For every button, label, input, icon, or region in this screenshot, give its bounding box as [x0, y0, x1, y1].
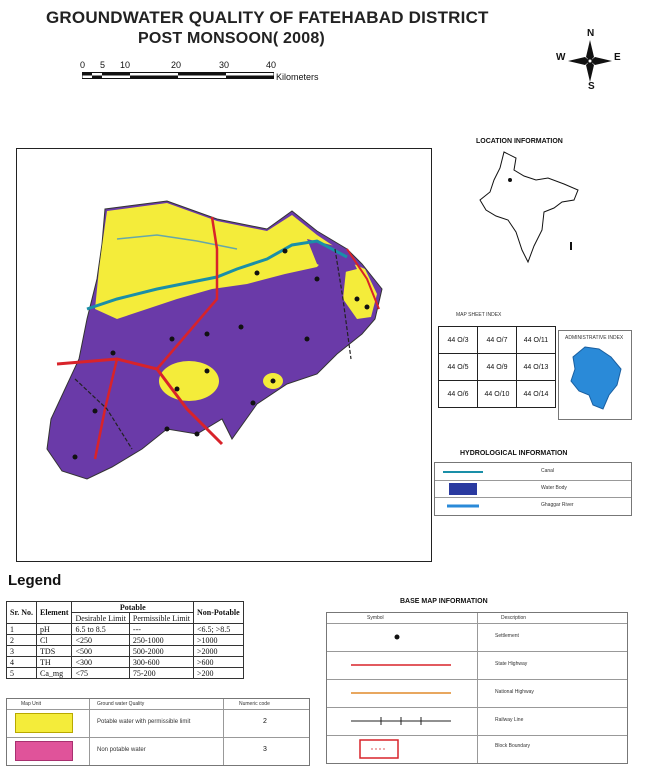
col-map-unit: Map Unit — [21, 701, 42, 707]
quality-label-potable: Potable water with permissible limit — [97, 719, 191, 725]
map-sheet-index — [438, 326, 556, 408]
col-symbol: Symbol — [367, 615, 384, 621]
scale-bar — [78, 60, 338, 84]
base-map-title: BASE MAP INFORMATION — [400, 598, 488, 605]
cell-permissible: 75-200 — [129, 668, 193, 679]
canal-symbol-icon — [443, 469, 483, 475]
cell-non-potable: >200 — [194, 668, 244, 679]
scale-tick-40: 40 — [266, 60, 277, 70]
base-desc-railway-line: Railway Line — [495, 717, 524, 723]
hydro-info-title: HYDROLOGICAL INFORMATION — [460, 450, 568, 457]
base-desc-settlement: Settlement — [495, 633, 519, 639]
sheet-cell: 44 O/13 — [517, 354, 556, 381]
scale-bar-graphic — [82, 72, 274, 80]
state-highway-line-icon — [351, 663, 451, 667]
scale-tick-30: 30 — [219, 60, 230, 70]
cell-permissible: 300-600 — [129, 657, 193, 668]
base-desc-block-boundary: Block Boundary — [495, 743, 531, 749]
element-limits-table — [6, 601, 244, 679]
potable-swatch — [15, 713, 73, 733]
cell-permissible: --- — [129, 624, 193, 635]
sheet-cell: 44 O/7 — [478, 327, 517, 354]
col-sr-no: Sr. No. — [7, 602, 37, 624]
list-item — [327, 735, 627, 763]
cell-desirable: <250 — [72, 635, 129, 646]
cell-element: pH — [37, 624, 72, 635]
col-numeric-code: Numeric code — [239, 701, 270, 707]
map-title-line2: POST MONSOON( 2008) — [138, 30, 325, 47]
col-element: Element — [37, 602, 72, 624]
cell-sr: 1 — [7, 624, 37, 635]
cell-desirable: 6.5 to 8.5 — [72, 624, 129, 635]
cell-element: TDS — [37, 646, 72, 657]
compass-n: N — [587, 28, 595, 39]
sheet-cell: 44 O/14 — [517, 381, 556, 408]
cell-desirable: <75 — [72, 668, 129, 679]
compass-w: W — [556, 52, 566, 63]
col-non-potable: Non-Potable — [194, 602, 244, 624]
list-item — [327, 707, 627, 736]
cell-element: Ca_mg — [37, 668, 72, 679]
quality-code-potable: 2 — [263, 718, 267, 725]
block-boundary-icon — [359, 739, 399, 759]
col-permissible: Permissible Limit — [129, 613, 193, 624]
cell-non-potable: <6.5; >8.5 — [194, 624, 244, 635]
scale-tick-5: 5 — [100, 60, 106, 70]
col-description: Description — [501, 615, 527, 621]
list-item — [327, 651, 627, 680]
table-row — [7, 646, 244, 657]
cell-sr: 4 — [7, 657, 37, 668]
river-symbol-icon — [443, 503, 483, 509]
admin-index-title: ADMINISTRATIVE INDEX — [565, 335, 624, 341]
base-desc-state-highway: State Highway — [495, 661, 528, 667]
sheet-cell: 44 O/10 — [478, 381, 517, 408]
india-location-map — [474, 150, 584, 268]
admin-index-box — [558, 330, 632, 420]
haryana-admin-map — [565, 345, 625, 415]
scale-tick-20: 20 — [171, 60, 182, 70]
sheet-cell: 44 O/11 — [517, 327, 556, 354]
scale-unit: Kilometers — [276, 72, 319, 82]
col-quality: Ground water Quality — [97, 701, 145, 707]
cell-non-potable: >1000 — [194, 635, 244, 646]
sheet-cell: 44 O/3 — [439, 327, 478, 354]
national-highway-line-icon — [351, 691, 451, 695]
railway-line-icon — [351, 715, 451, 727]
quality-label-non-potable: Non potable water — [97, 747, 146, 753]
legend-title: Legend — [8, 572, 62, 589]
cell-sr: 3 — [7, 646, 37, 657]
col-potable: Potable — [72, 602, 194, 613]
hydro-item-canal: Canal — [541, 468, 555, 474]
col-desirable: Desirable Limit — [72, 613, 129, 624]
non-potable-swatch — [15, 741, 73, 761]
table-row — [7, 657, 244, 668]
north-arrow — [556, 28, 626, 94]
cell-sr: 5 — [7, 668, 37, 679]
sheet-cell: 44 O/5 — [439, 354, 478, 381]
cell-non-potable: >2000 — [194, 646, 244, 657]
water-body-symbol-icon — [443, 482, 483, 496]
cell-element: Cl — [37, 635, 72, 646]
fatehabad-district-map — [17, 149, 431, 561]
scale-tick-0: 0 — [80, 60, 86, 70]
sheet-index-title: MAP SHEET INDEX — [456, 312, 502, 318]
list-item — [327, 679, 627, 708]
cell-desirable: <300 — [72, 657, 129, 668]
cell-non-potable: >600 — [194, 657, 244, 668]
cell-permissible: 500-2000 — [129, 646, 193, 657]
table-row — [7, 624, 244, 635]
cell-permissible: 250-1000 — [129, 635, 193, 646]
potable-zone-central — [159, 361, 219, 401]
quality-legend-table — [6, 698, 310, 766]
location-info-title: LOCATION INFORMATION — [476, 138, 563, 145]
hydro-item-ghaggar-river: Ghaggar River — [541, 502, 574, 508]
settlement-dot-icon — [393, 633, 401, 641]
base-map-legend — [326, 612, 628, 764]
hydro-item-water-body: Water Body — [541, 485, 567, 491]
cell-element: TH — [37, 657, 72, 668]
scale-tick-10: 10 — [120, 60, 131, 70]
cell-sr: 2 — [7, 635, 37, 646]
list-item — [327, 623, 627, 652]
base-desc-national-highway: National Highway — [495, 689, 534, 695]
map-title-line1: GROUNDWATER QUALITY OF FATEHABAD DISTRICT — [46, 8, 489, 27]
cell-desirable: <500 — [72, 646, 129, 657]
compass-e: E — [614, 52, 621, 63]
main-map — [16, 148, 432, 562]
compass-rose-icon — [568, 40, 612, 82]
compass-s: S — [588, 81, 595, 92]
table-row — [7, 668, 244, 679]
sheet-cell: 44 O/9 — [478, 354, 517, 381]
table-row — [7, 635, 244, 646]
hydro-legend — [434, 462, 632, 516]
sheet-cell: 44 O/6 — [439, 381, 478, 408]
quality-code-non-potable: 3 — [263, 746, 267, 753]
